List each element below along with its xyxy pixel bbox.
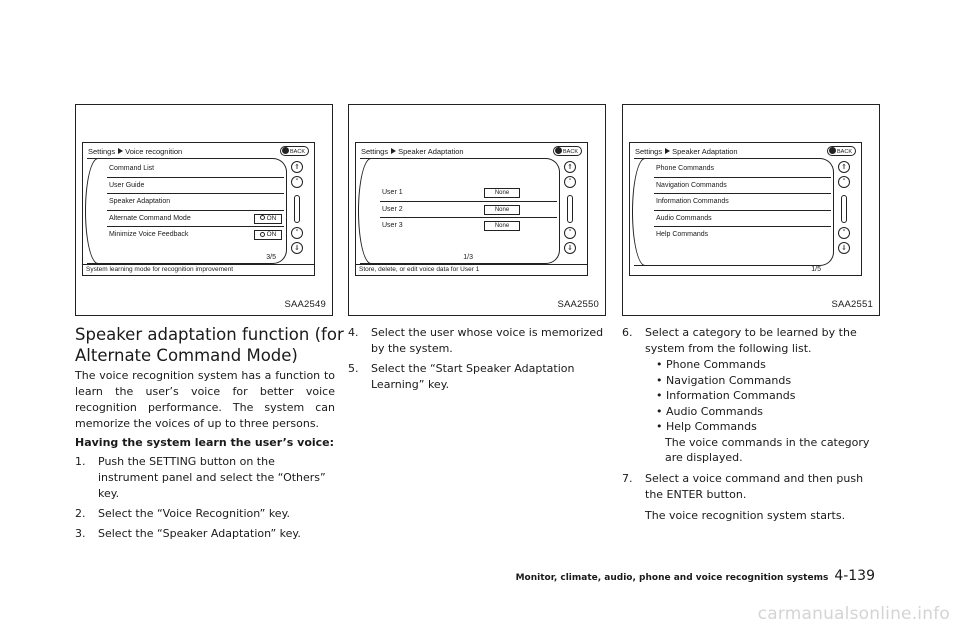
user-row[interactable]: User 3 None — [380, 218, 557, 235]
step-item: 5. Select the “Start Speaker Adaptation Learning” key. — [348, 362, 575, 391]
step-item: 7. Select a voice command and then push the ENTER button. — [622, 471, 864, 501]
back-button[interactable]: BACK — [280, 146, 309, 156]
menu-frame — [87, 158, 287, 264]
column-1-text — [75, 368, 335, 546]
back-button[interactable]: BACK — [553, 146, 582, 156]
back-circle-icon — [829, 147, 836, 154]
list-item: • Audio Commands — [656, 404, 884, 420]
page-number: 4-139 — [834, 568, 875, 584]
menu-list — [654, 161, 831, 244]
page-down-icon[interactable]: ⇓ — [291, 242, 303, 254]
watermark: carmanualsonline.info — [757, 604, 950, 624]
menu-item[interactable]: Navigation Commands — [654, 178, 831, 195]
scroll-up-icon[interactable]: ˄ — [564, 176, 576, 188]
figure-voice-recognition — [75, 104, 333, 316]
list-item: • Navigation Commands — [656, 373, 884, 389]
user-value: None — [484, 205, 520, 215]
menu-item[interactable]: User Guide — [107, 178, 284, 195]
figure-code: SAA2549 — [284, 299, 326, 310]
back-circle-icon — [282, 147, 289, 154]
user-value: None — [484, 188, 520, 198]
menu-item[interactable]: Command List — [107, 161, 284, 178]
screen-display — [629, 142, 862, 276]
scroll-controls — [835, 161, 855, 257]
menu-frame — [634, 158, 834, 266]
list-item: • Phone Commands — [656, 357, 884, 373]
page-indicator: 3/5 — [266, 254, 276, 261]
page-up-icon[interactable]: ⇑ — [838, 161, 850, 173]
page-down-icon[interactable]: ⇓ — [838, 242, 850, 254]
menu-item[interactable]: Speaker Adaptation — [107, 194, 284, 211]
status-bar: System learning mode for recognition improvement — [83, 264, 314, 275]
user-row[interactable]: User 1 None — [380, 185, 557, 202]
scroll-controls — [561, 161, 581, 257]
page-footer — [516, 565, 875, 584]
menu-item[interactable]: Information Commands — [654, 194, 831, 211]
screen-display — [355, 142, 588, 276]
page-up-icon[interactable]: ⇑ — [564, 161, 576, 173]
category-note: The voice commands in the category are displayed. — [665, 435, 870, 464]
figure-speaker-adaptation-users — [348, 104, 606, 316]
breadcrumb: Settings Speaker Adaptation — [635, 147, 738, 156]
page-down-icon[interactable]: ⇓ — [564, 242, 576, 254]
subheading: Having the system learn the user’s voice: — [75, 436, 335, 449]
menu-list — [107, 161, 284, 244]
toggle-indicator[interactable]: ON — [254, 230, 282, 240]
back-circle-icon — [555, 147, 562, 154]
figure-code: SAA2551 — [831, 299, 873, 310]
intro-paragraph: The voice recognition system has a function to learn the user’s voice for better voice recognition performance. The system can memorize the voices of up to three persons. — [75, 369, 335, 430]
figure-code: SAA2550 — [557, 299, 599, 310]
scroll-down-icon[interactable]: ˅ — [564, 227, 576, 239]
screen-display — [82, 142, 315, 276]
list-item: • Help Commands — [656, 419, 884, 435]
scroll-down-icon[interactable]: ˅ — [291, 227, 303, 239]
menu-list — [380, 185, 557, 235]
back-button[interactable]: BACK — [827, 146, 856, 156]
section-title: Speaker adaptation function (for Alternate Command Mode) — [75, 325, 344, 365]
figure-command-categories — [622, 104, 880, 316]
user-value: None — [484, 221, 520, 231]
menu-item[interactable]: Audio Commands — [654, 211, 831, 228]
step-note: The voice recognition system starts. — [645, 508, 846, 522]
scrollbar-track[interactable] — [294, 195, 300, 223]
toggle-indicator[interactable]: ON — [254, 214, 282, 224]
scrollbar-track[interactable] — [841, 195, 847, 223]
scroll-up-icon[interactable]: ˄ — [291, 176, 303, 188]
user-row[interactable]: User 2 None — [380, 202, 557, 219]
menu-item[interactable]: Phone Commands — [654, 161, 831, 178]
menu-item[interactable]: Help Commands — [656, 231, 709, 238]
step-item: 4. Select the user whose voice is memorized by the system. — [348, 326, 604, 355]
menu-item[interactable]: Alternate Command Mode ON — [107, 211, 284, 228]
page-indicator: 1/3 — [463, 254, 473, 261]
column-3-text — [622, 325, 884, 524]
scroll-up-icon[interactable]: ˄ — [838, 176, 850, 188]
page-indicator: 1/5 — [811, 266, 821, 273]
chapter-title: Monitor, climate, audio, phone and voice recognition systems — [515, 573, 829, 583]
column-2-text — [348, 325, 608, 397]
breadcrumb: Settings Voice recognition — [88, 147, 183, 156]
scroll-down-icon[interactable]: ˅ — [838, 227, 850, 239]
step-item: 6. Select a category to be learned by the system from the following list. — [622, 326, 857, 355]
breadcrumb: Settings Speaker Adaptation — [361, 147, 464, 156]
step-item: 2. Select the “Voice Recognition” key. — [75, 507, 291, 520]
step-item: 3. Select the “Speaker Adaptation” key. — [75, 527, 301, 540]
category-list — [622, 357, 884, 435]
step-item: 1. Push the SETTING button on the instrument panel and select the “Others” key. — [75, 455, 326, 500]
menu-item[interactable]: Minimize Voice Feedback ON — [107, 227, 284, 244]
scroll-controls — [288, 161, 308, 257]
list-item: • Information Commands — [656, 388, 884, 404]
page-up-icon[interactable]: ⇑ — [291, 161, 303, 173]
status-bar: Store, delete, or edit voice data for User 1 — [356, 264, 587, 275]
scrollbar-track[interactable] — [567, 195, 573, 223]
menu-frame — [360, 158, 560, 264]
